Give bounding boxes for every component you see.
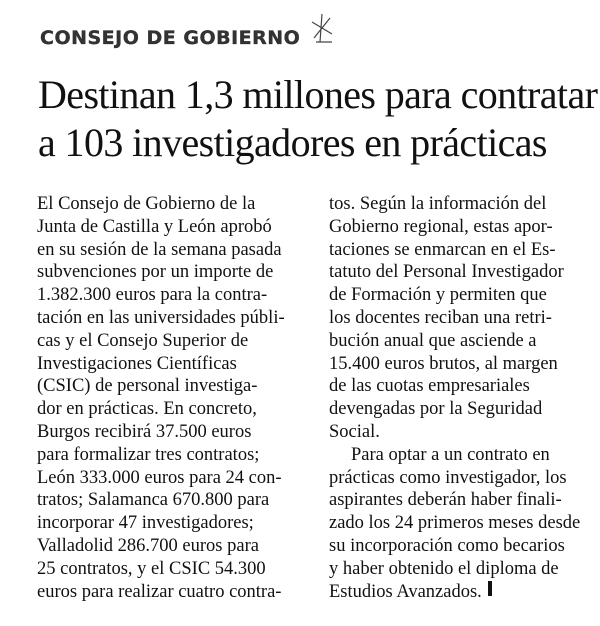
text-line: devengadas por la Seguridad — [329, 399, 543, 420]
headline-line-2: a 103 investigadores en prácticas — [38, 120, 547, 165]
text-line: aspirantes deberán haber finali- — [329, 490, 562, 511]
text-line-final — [329, 581, 591, 604]
text-line: dor en prácticas. En concreto, — [37, 399, 257, 420]
text-line: Social. — [329, 421, 380, 442]
text-line: subvenciones por un importe de — [37, 262, 274, 283]
text-line: cas y el Consejo Superior de — [37, 330, 249, 351]
end-of-article-mark-icon — [488, 581, 492, 596]
text-line: El Consejo de Gobierno de la — [37, 194, 256, 214]
text-line: Investigaciones Científicas — [37, 353, 237, 374]
pen-mark-icon — [308, 12, 336, 46]
text-line: incorporar 47 investigadores; — [37, 513, 254, 534]
text-line: bución anual que asciende a — [329, 330, 537, 351]
article-column-2 — [329, 193, 591, 603]
text-line: León 333.000 euros para 24 con- — [37, 467, 282, 488]
text-line: (CSIC) de personal investiga- — [37, 376, 258, 397]
text-line: de las cuotas empresariales — [329, 376, 530, 397]
headline — [38, 71, 597, 167]
text-line: euros para realizar cuatro contra- — [37, 581, 282, 602]
article-column-1 — [37, 193, 307, 603]
text-line: los docentes reciban una retri- — [329, 307, 552, 328]
text-line: en su sesión de la semana pasada — [37, 239, 282, 260]
text-line: tratos; Salamanca 670.800 para — [37, 490, 270, 511]
text-line: Gobierno regional, estas apor- — [329, 216, 553, 237]
text-line: Para optar a un contrato en — [351, 444, 550, 465]
text-line: Valladolid 286.700 euros para — [37, 535, 259, 556]
final-text: Estudios Avanzados. — [329, 581, 482, 602]
text-line: Burgos recibirá 37.500 euros — [37, 421, 252, 442]
text-line: 1.382.300 euros para la contra- — [37, 285, 268, 306]
text-line: tos. Según la información del — [329, 194, 547, 214]
text-line: taciones se enmarcan en el Es- — [329, 239, 556, 260]
text-line: tación en las universidades públi- — [37, 307, 285, 328]
text-line: para formalizar tres contratos; — [37, 444, 260, 465]
section-label: CONSEJO DE GOBIERNO — [40, 27, 301, 49]
text-line: Junta de Castilla y León aprobó — [37, 216, 272, 237]
text-line: tatuto del Personal Investigador — [329, 262, 564, 283]
text-line: zado los 24 primeros meses desde — [329, 513, 581, 534]
headline-line-1: Destinan 1,3 millones para contratar — [38, 72, 598, 117]
text-line: su incorporación como becarios — [329, 535, 565, 556]
text-line: 15.400 euros brutos, al margen — [329, 353, 558, 374]
text-line: 25 contratos, y el CSIC 54.300 — [37, 558, 266, 579]
text-line: y haber obtenido el diploma de — [329, 558, 559, 579]
text-line: prácticas como investigador, los — [329, 467, 567, 488]
text-line: de Formación y permiten que — [329, 285, 547, 306]
